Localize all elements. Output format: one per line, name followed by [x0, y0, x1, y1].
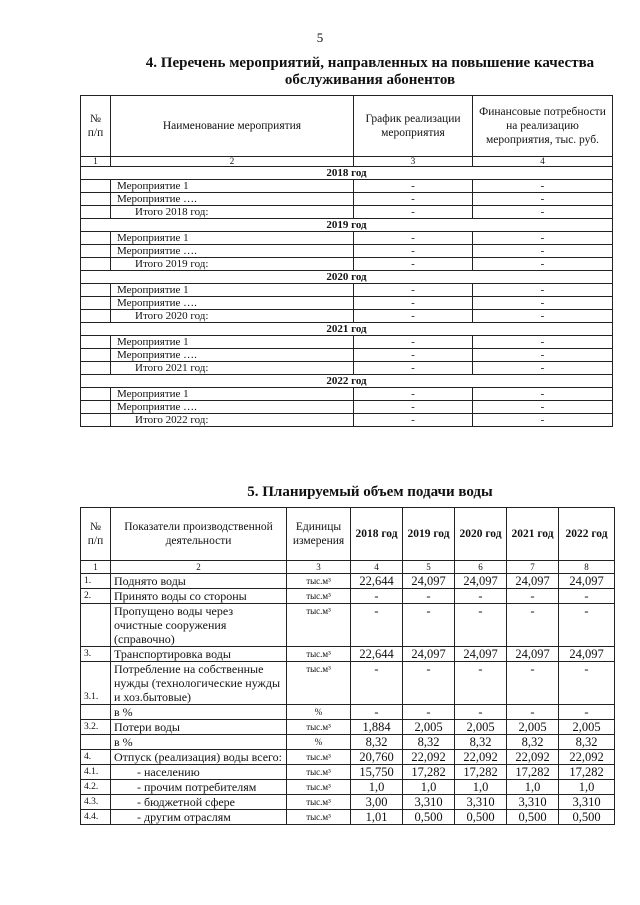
year-row	[81, 375, 613, 388]
value-cell: 8,32	[559, 735, 615, 750]
col-number: 5	[403, 561, 455, 574]
value-cell: 0,500	[455, 810, 507, 825]
table-row	[81, 662, 615, 705]
value-cell: 1,0	[351, 780, 403, 795]
event-name: Мероприятие 1	[111, 284, 354, 297]
value-cell: 0,500	[559, 810, 615, 825]
value-cell: 1,0	[455, 780, 507, 795]
event-schedule: -	[354, 193, 473, 206]
unit: тыс.м³	[287, 720, 351, 735]
unit: тыс.м³	[287, 780, 351, 795]
table-row	[81, 349, 613, 362]
value-cell: 2,005	[559, 720, 615, 735]
water-supply-table	[80, 507, 615, 825]
event-schedule: -	[354, 336, 473, 349]
value-cell: 17,282	[507, 765, 559, 780]
value-cell: 20,760	[351, 750, 403, 765]
event-schedule: -	[354, 388, 473, 401]
year-row	[81, 219, 613, 232]
table-row	[81, 574, 615, 589]
row-number	[81, 349, 111, 362]
value-cell: 1,0	[507, 780, 559, 795]
unit: тыс.м³	[287, 750, 351, 765]
header-finance: Финансовые потребности на реализацию мероприятия, тыс. руб.	[473, 96, 613, 157]
header-name: Наименование мероприятия	[111, 96, 354, 157]
col-number: 1	[81, 561, 111, 574]
value-cell: 8,32	[403, 735, 455, 750]
value-cell: 3,310	[507, 795, 559, 810]
event-schedule: -	[354, 401, 473, 414]
value-cell: -	[455, 662, 507, 705]
col-number: 7	[507, 561, 559, 574]
row-number	[81, 310, 111, 323]
header-year: 2018 год	[351, 508, 403, 561]
row-number	[81, 388, 111, 401]
indicator-name: Потребление на собственные нужды (технологические нужды и хоз.бытовые)	[111, 662, 287, 705]
header-no: № п/п	[81, 96, 111, 157]
event-finance: -	[473, 297, 613, 310]
value-cell: 22,092	[455, 750, 507, 765]
row-number	[81, 284, 111, 297]
value-cell: 24,097	[507, 574, 559, 589]
value-cell: -	[559, 589, 615, 604]
value-cell: 1,884	[351, 720, 403, 735]
event-finance: -	[473, 206, 613, 219]
year-label: 2019 год	[81, 219, 613, 232]
table-row	[81, 735, 615, 750]
event-schedule: -	[354, 284, 473, 297]
header-unit: Единицы измерения	[287, 508, 351, 561]
event-schedule: -	[354, 258, 473, 271]
table-row	[81, 388, 613, 401]
table-row	[81, 232, 613, 245]
event-schedule: -	[354, 362, 473, 375]
value-cell: -	[507, 604, 559, 647]
row-number	[81, 245, 111, 258]
row-number: 1.	[81, 574, 111, 589]
event-schedule: -	[354, 180, 473, 193]
event-name: Итого 2020 год:	[111, 310, 354, 323]
unit: тыс.м³	[287, 765, 351, 780]
event-finance: -	[473, 284, 613, 297]
event-schedule: -	[354, 245, 473, 258]
table-row	[81, 310, 613, 323]
col-number: 3	[354, 157, 473, 167]
value-cell: 2,005	[507, 720, 559, 735]
indicator-name: Принято воды со стороны	[111, 589, 287, 604]
row-number	[81, 604, 111, 647]
year-label: 2022 год	[81, 375, 613, 388]
page-number: 5	[316, 30, 324, 45]
indicator-name: в %	[111, 705, 287, 720]
table-row	[81, 720, 615, 735]
value-cell: 0,500	[403, 810, 455, 825]
header-no: № п/п	[81, 508, 111, 561]
event-schedule: -	[354, 297, 473, 310]
row-number	[81, 336, 111, 349]
value-cell: -	[351, 705, 403, 720]
table-row	[81, 206, 613, 219]
header-schedule: График реализации мероприятия	[354, 96, 473, 157]
value-cell: -	[559, 705, 615, 720]
indicator-name: - другим отраслям	[111, 810, 287, 825]
indicator-name: Потери воды	[111, 720, 287, 735]
unit: тыс.м³	[287, 589, 351, 604]
indicator-name: Отпуск (реализация) воды всего:	[111, 750, 287, 765]
row-number: 3.1.	[81, 662, 111, 705]
value-cell: -	[559, 662, 615, 705]
event-schedule: -	[354, 232, 473, 245]
table-row	[81, 795, 615, 810]
year-row	[81, 167, 613, 180]
row-number	[81, 705, 111, 720]
event-name: Мероприятие ….	[111, 297, 354, 310]
col-number: 2	[111, 561, 287, 574]
event-finance: -	[473, 414, 613, 427]
value-cell: 3,310	[455, 795, 507, 810]
table-row	[81, 297, 613, 310]
table-row	[81, 765, 615, 780]
section4-title: 4. Перечень мероприятий, направленных на повышение качества обслуживания абонентов	[145, 55, 595, 88]
value-cell: 1,0	[403, 780, 455, 795]
event-name: Мероприятие 1	[111, 388, 354, 401]
year-row	[81, 323, 613, 336]
event-name: Итого 2022 год:	[111, 414, 354, 427]
value-cell: 17,282	[403, 765, 455, 780]
row-number: 4.2.	[81, 780, 111, 795]
table-row	[81, 193, 613, 206]
row-number: 2.	[81, 589, 111, 604]
value-cell: -	[403, 604, 455, 647]
event-name: Мероприятие ….	[111, 193, 354, 206]
value-cell: -	[455, 705, 507, 720]
value-cell: 3,310	[559, 795, 615, 810]
indicator-name: Пропущено воды через очистные сооружения (справочно)	[111, 604, 287, 647]
event-name: Мероприятие ….	[111, 401, 354, 414]
value-cell: -	[455, 604, 507, 647]
event-name: Мероприятие 1	[111, 336, 354, 349]
col-number: 6	[455, 561, 507, 574]
value-cell: 24,097	[403, 647, 455, 662]
event-name: Мероприятие ….	[111, 349, 354, 362]
header-year: 2022 год	[559, 508, 615, 561]
table-row	[81, 180, 613, 193]
indicator-name: Транспортировка воды	[111, 647, 287, 662]
col-number: 3	[287, 561, 351, 574]
event-name: Мероприятие ….	[111, 245, 354, 258]
value-cell: 24,097	[455, 647, 507, 662]
section5-title: 5. Планируемый объем подачи воды	[247, 484, 493, 500]
col-number: 8	[559, 561, 615, 574]
unit: %	[287, 735, 351, 750]
table-row	[81, 336, 613, 349]
year-label: 2020 год	[81, 271, 613, 284]
value-cell: -	[455, 589, 507, 604]
header-year: 2020 год	[455, 508, 507, 561]
table-row	[81, 750, 615, 765]
event-name: Мероприятие 1	[111, 180, 354, 193]
event-name: Итого 2018 год:	[111, 206, 354, 219]
indicator-name: - прочим потребителям	[111, 780, 287, 795]
value-cell: 0,500	[507, 810, 559, 825]
indicator-name: Поднято воды	[111, 574, 287, 589]
row-number	[81, 401, 111, 414]
value-cell: 24,097	[559, 647, 615, 662]
value-cell: 15,750	[351, 765, 403, 780]
col-number: 1	[81, 157, 111, 167]
value-cell: 2,005	[455, 720, 507, 735]
row-number: 4.1.	[81, 765, 111, 780]
value-cell: -	[507, 705, 559, 720]
value-cell: 8,32	[455, 735, 507, 750]
value-cell: 22,092	[507, 750, 559, 765]
col-number: 4	[473, 157, 613, 167]
event-schedule: -	[354, 349, 473, 362]
event-finance: -	[473, 388, 613, 401]
unit: тыс.м³	[287, 662, 351, 705]
event-name: Мероприятие 1	[111, 232, 354, 245]
event-finance: -	[473, 193, 613, 206]
value-cell: 8,32	[507, 735, 559, 750]
value-cell: 3,310	[403, 795, 455, 810]
header-year: 2021 год	[507, 508, 559, 561]
event-finance: -	[473, 245, 613, 258]
value-cell: -	[507, 662, 559, 705]
value-cell: 3,00	[351, 795, 403, 810]
unit: %	[287, 705, 351, 720]
indicator-name: - бюджетной сфере	[111, 795, 287, 810]
table-row	[81, 245, 613, 258]
table-row	[81, 589, 615, 604]
row-number	[81, 206, 111, 219]
event-finance: -	[473, 180, 613, 193]
value-cell: 24,097	[455, 574, 507, 589]
table-row	[81, 780, 615, 795]
unit: тыс.м³	[287, 795, 351, 810]
value-cell: 22,092	[403, 750, 455, 765]
value-cell: 1,01	[351, 810, 403, 825]
unit: тыс.м³	[287, 604, 351, 647]
value-cell: 24,097	[507, 647, 559, 662]
unit: тыс.м³	[287, 574, 351, 589]
year-label: 2018 год	[81, 167, 613, 180]
value-cell: -	[351, 604, 403, 647]
event-finance: -	[473, 401, 613, 414]
value-cell: -	[403, 662, 455, 705]
row-number: 4.4.	[81, 810, 111, 825]
row-number	[81, 735, 111, 750]
row-number	[81, 232, 111, 245]
indicator-name: - населению	[111, 765, 287, 780]
event-finance: -	[473, 232, 613, 245]
table-row	[81, 810, 615, 825]
table-row	[81, 362, 613, 375]
value-cell: 22,644	[351, 574, 403, 589]
value-cell: 8,32	[351, 735, 403, 750]
event-schedule: -	[354, 206, 473, 219]
table-row	[81, 647, 615, 662]
value-cell: -	[403, 705, 455, 720]
row-number: 4.	[81, 750, 111, 765]
table-row	[81, 705, 615, 720]
value-cell: 24,097	[559, 574, 615, 589]
row-number: 3.2.	[81, 720, 111, 735]
table-row	[81, 258, 613, 271]
table-row	[81, 401, 613, 414]
indicator-name: в %	[111, 735, 287, 750]
value-cell: 1,0	[559, 780, 615, 795]
value-cell: 17,282	[559, 765, 615, 780]
table-row	[81, 284, 613, 297]
event-finance: -	[473, 362, 613, 375]
value-cell: -	[507, 589, 559, 604]
row-number	[81, 414, 111, 427]
value-cell: -	[351, 589, 403, 604]
value-cell: 22,092	[559, 750, 615, 765]
row-number	[81, 193, 111, 206]
event-finance: -	[473, 310, 613, 323]
row-number: 3.	[81, 647, 111, 662]
row-number	[81, 258, 111, 271]
unit: тыс.м³	[287, 647, 351, 662]
value-cell: 22,644	[351, 647, 403, 662]
event-finance: -	[473, 258, 613, 271]
table-row	[81, 414, 613, 427]
event-schedule: -	[354, 310, 473, 323]
col-number: 2	[111, 157, 354, 167]
value-cell: 24,097	[403, 574, 455, 589]
event-finance: -	[473, 349, 613, 362]
value-cell: 17,282	[455, 765, 507, 780]
col-number: 4	[351, 561, 403, 574]
value-cell: -	[559, 604, 615, 647]
value-cell: -	[351, 662, 403, 705]
unit: тыс.м³	[287, 810, 351, 825]
event-schedule: -	[354, 414, 473, 427]
row-number	[81, 297, 111, 310]
row-number	[81, 362, 111, 375]
header-indicator: Показатели производственной деятельности	[111, 508, 287, 561]
events-table	[80, 95, 613, 427]
event-name: Итого 2019 год:	[111, 258, 354, 271]
row-number	[81, 180, 111, 193]
header-year: 2019 год	[403, 508, 455, 561]
year-label: 2021 год	[81, 323, 613, 336]
event-finance: -	[473, 336, 613, 349]
year-row	[81, 271, 613, 284]
table-row	[81, 604, 615, 647]
event-name: Итого 2021 год:	[111, 362, 354, 375]
row-number: 4.3.	[81, 795, 111, 810]
value-cell: 2,005	[403, 720, 455, 735]
value-cell: -	[403, 589, 455, 604]
